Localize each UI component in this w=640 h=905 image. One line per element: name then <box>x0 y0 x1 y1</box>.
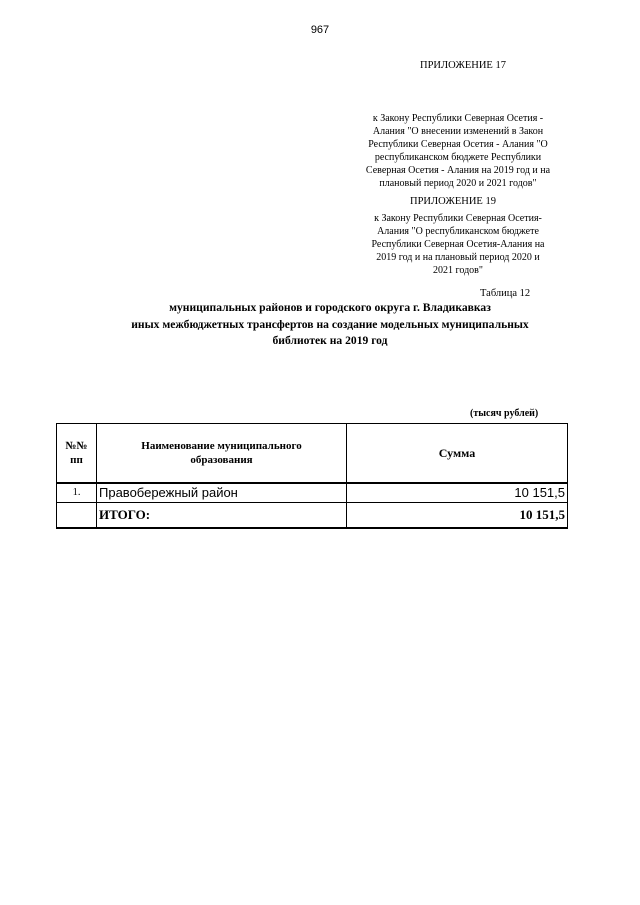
appendix-17-title: ПРИЛОЖЕНИЕ 17 <box>420 60 506 71</box>
unit-note: (тысяч рублей) <box>470 408 539 419</box>
appendix-19-line: Алания "О республиканском бюджете <box>377 226 539 238</box>
appendix-17-line: плановый период 2020 и 2021 годов" <box>379 178 537 190</box>
appendix-17-line: Северная Осетия - Алания на 2019 год и на <box>365 165 551 177</box>
table-label: Таблица 12 <box>480 288 531 299</box>
appendix-17-line: к Закону Республики Северная Осетия - <box>372 113 544 124</box>
appendix-19-reference <box>353 212 563 277</box>
row-amount: 10 151,5 <box>347 483 568 503</box>
appendix-19-line: Республики Северная Осетия-Алания на <box>371 239 545 251</box>
heading-line: муниципальных районов и городского округа г. Владикавказ <box>169 301 491 314</box>
table-header-row <box>57 424 568 483</box>
appendix-17-reference <box>353 112 563 191</box>
table-row <box>57 483 568 503</box>
appendix-19-line: 2019 год и на плановый период 2020 и <box>376 252 540 264</box>
header-name: Наименование муниципального образования <box>97 424 347 483</box>
document-heading <box>60 300 600 350</box>
appendix-19-line: к Закону Республики Северная Осетия- <box>374 213 542 224</box>
total-label: ИТОГО: <box>97 503 347 528</box>
page-number: 967 <box>310 24 330 36</box>
appendix-19-title: ПРИЛОЖЕНИЕ 19 <box>410 196 496 207</box>
appendix-19-line: 2021 годов" <box>433 265 483 277</box>
appendix-17-line: Республики Северная Осетия - Алания "О <box>368 139 548 151</box>
header-amount: Сумма <box>347 424 568 483</box>
transfers-table <box>56 423 568 529</box>
row-name: Правобережный район <box>97 483 347 503</box>
total-amount: 10 151,5 <box>347 503 568 528</box>
heading-line: иных межбюджетных трансфертов на создание модельных муниципальных <box>131 317 529 331</box>
appendix-17-line: республиканском бюджете Республики <box>374 152 542 164</box>
total-row <box>57 503 568 528</box>
row-number: 1. <box>57 483 97 503</box>
total-number-cell <box>57 503 97 528</box>
heading-line: библиотек на 2019 год <box>272 334 388 348</box>
appendix-17-line: Алания "О внесении изменений в Закон <box>372 126 544 138</box>
header-number: №№ пп <box>57 424 97 483</box>
